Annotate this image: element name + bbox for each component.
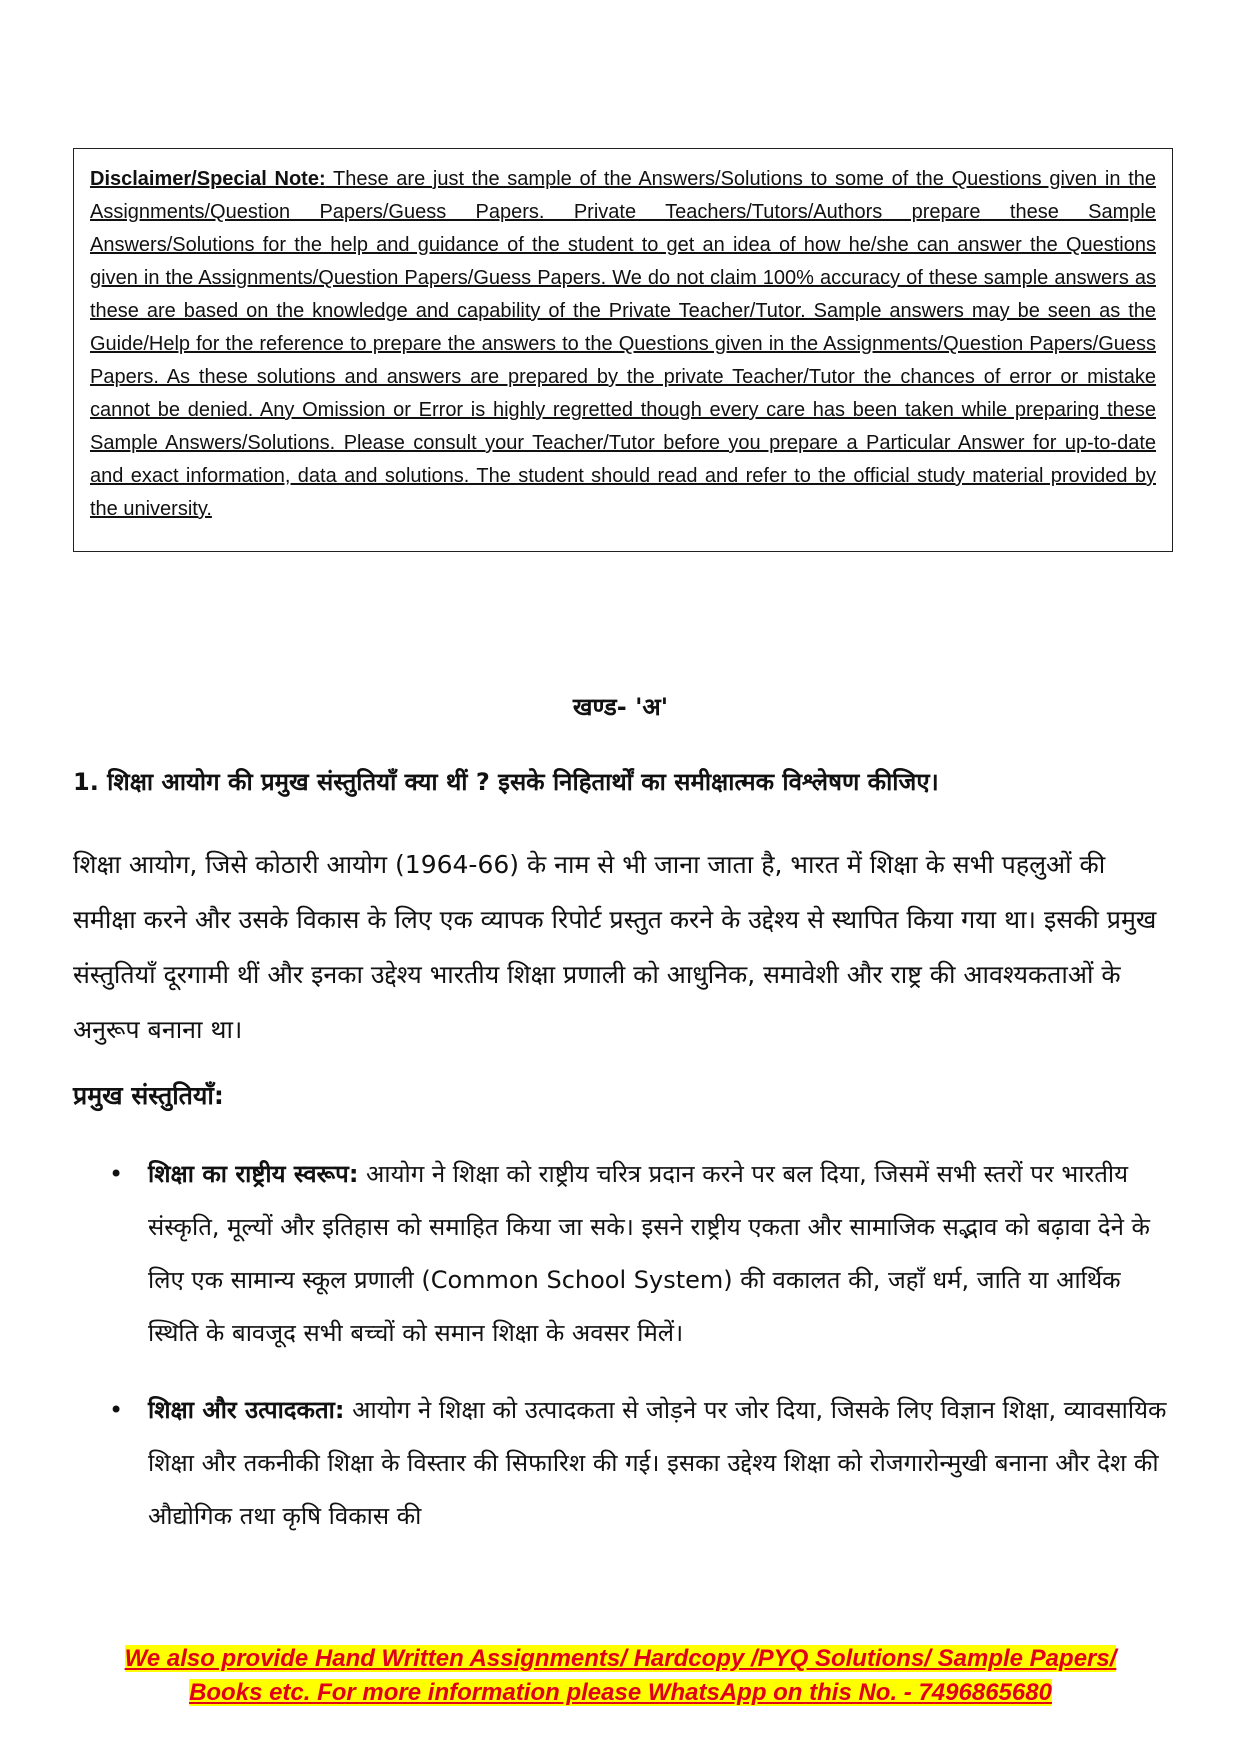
bullet-icon: •	[109, 1160, 124, 1188]
bullet-icon: •	[109, 1396, 124, 1424]
list-item-text: आयोग ने शिक्षा को राष्ट्रीय चरित्र प्रदान करने पर बल दिया, जिसमें सभी स्तरों पर भारतीय संस्कृति, मूल्यों और इतिहास को समाहित किया जा सके। इसने राष्ट्रीय एकता और सामाजिक सद्भाव को बढ़ावा देने के लिए एक सामान्य स्कूल प्रणाली (Common School System) की वकालत की, जहाँ धर्म, जाति या आर्थिक स्थिति के बावजूद सभी बच्चों को समान शिक्षा के अवसर मिलें।	[148, 1160, 1150, 1347]
disclaimer-paragraph	[90, 163, 1156, 526]
intro-paragraph: शिक्षा आयोग, जिसे कोठारी आयोग (1964-66) के नाम से भी जाना जाता है, भारत में शिक्षा के सभी पहलुओं की समीक्षा करने और उसके विकास के लिए एक व्यापक रिपोर्ट प्रस्तुत करने के उद्देश्य से स्थापित किया गया था। इसकी प्रमुख संस्तुतियाँ दूरगामी थीं और इनका उद्देश्य भारतीय शिक्षा प्रणाली को आधुनिक, समावेशी और राष्ट्र की आवश्यकताओं के अनुरूप बनाना था।	[73, 850, 1157, 1044]
list-item-title: शिक्षा और उत्पादकता:	[148, 1396, 345, 1424]
list-item-title: शिक्षा का राष्ट्रीय स्वरूप:	[148, 1160, 359, 1188]
footer-line-1: We also provide Hand Written Assignments/ Hardcopy /PYQ Solutions/ Sample Papers/	[124, 1645, 1117, 1672]
disclaimer-box	[73, 148, 1173, 552]
recommendations-heading: प्रमुख संस्तुतियाँ:	[73, 1081, 224, 1110]
list-item	[73, 1148, 1173, 1360]
section-heading: खण्ड- 'अ'	[572, 693, 669, 721]
footer-promo	[0, 1642, 1241, 1710]
question-title: 1. शिक्षा आयोग की प्रमुख संस्तुतियाँ क्या थीं ? इसके निहितार्थों का समीक्षात्मक विश्लेषण कीजिए।	[73, 768, 939, 796]
recommendations-list	[73, 1148, 1173, 1567]
list-item-text: आयोग ने शिक्षा को उत्पादकता से जोड़ने पर जोर दिया, जिसके लिए विज्ञान शिक्षा, व्यावसायिक शिक्षा और तकनीकी शिक्षा के विस्तार की सिफारिश की गई। इसका उद्देश्य शिक्षा को रोजगारोन्मुखी बनाना और देश की औद्योगिक तथा कृषि विकास की	[148, 1396, 1167, 1530]
disclaimer-text: These are just the sample of the Answers/Solutions to some of the Questions given in the Assignments/Question Papers/Guess Papers. Private Teachers/Tutors/Authors prepare these Sample Answers/Solutions for the help and guidance of the student to get an idea of how he/she can answer the Questions given in the Assignments/Question Papers/Guess Papers. We do not claim 100% accuracy of these sample answers as these are based on the knowledge and capability of the Private Teacher/Tutor. Sample answers may be seen as the Guide/Help for the reference to prepare the answers to the Questions given in the Assignments/Question Papers/Guess Papers. As these solutions and answers are prepared by the private Teacher/Tutor the chances of error or mistake cannot be denied. Any Omission or Error is highly regretted though every care has been taken while preparing these Sample Answers/Solutions. Please consult your Teacher/Tutor before you prepare a Particular Answer for up-to-date and exact information, data and solutions. The student should read and refer to the official study material provided by the university.	[90, 168, 1156, 520]
list-item	[73, 1384, 1173, 1543]
disclaimer-heading: Disclaimer/Special Note:	[90, 168, 326, 190]
footer-line-2: Books etc. For more information please WhatsApp on this No. - 7496865680	[189, 1679, 1052, 1706]
